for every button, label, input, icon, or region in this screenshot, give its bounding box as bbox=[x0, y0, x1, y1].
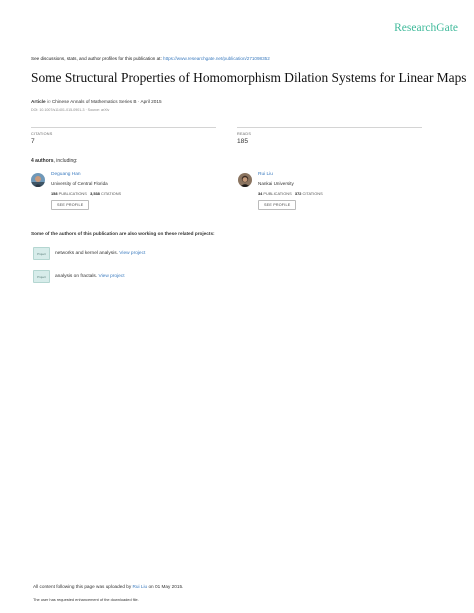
citations-label: CITATIONS bbox=[31, 132, 53, 136]
authors-including: , including: bbox=[53, 158, 78, 164]
author-publications-count: 34 bbox=[258, 191, 263, 196]
publication-title: Some Structural Properties of Homomorphism Dilation Systems for Linear Maps bbox=[31, 70, 467, 85]
publication-meta bbox=[31, 99, 162, 104]
authors-count: 4 authors bbox=[31, 158, 54, 164]
author-name[interactable]: Deguang Han bbox=[51, 172, 81, 177]
project-name: networks and kernel analysis. bbox=[55, 251, 118, 256]
author-publications-count: 158 bbox=[51, 191, 58, 196]
author-citations-count: 3,538 bbox=[90, 191, 100, 196]
see-profile-button[interactable]: SEE PROFILE bbox=[258, 200, 296, 210]
upload-prefix: All content following this page was uploaded by bbox=[33, 584, 133, 589]
projects-heading: Some of the authors of this publication are also working on these related projects: bbox=[31, 231, 215, 236]
project-icon bbox=[33, 270, 50, 283]
avatar[interactable] bbox=[238, 173, 252, 187]
author-name[interactable]: Rui Liu bbox=[258, 172, 273, 177]
author-citations-label: CITATIONS bbox=[302, 191, 323, 196]
discussion-prefix: See discussions, stats, and author profiles for this publication at: bbox=[31, 56, 164, 61]
project-icon-label: Project bbox=[37, 251, 46, 256]
avatar[interactable] bbox=[31, 173, 45, 187]
author-citations-count: 372 bbox=[294, 191, 302, 196]
reads-label: READS bbox=[237, 132, 252, 136]
view-project-link[interactable]: View project bbox=[119, 251, 146, 256]
uploader-link[interactable]: Rui Liu bbox=[132, 584, 148, 589]
author-institution: University of Central Florida bbox=[51, 181, 108, 186]
author-publications-label: PUBLICATIONS bbox=[58, 191, 87, 196]
enhancement-note: The user has requested enhancement of the downloaded file. bbox=[33, 597, 139, 602]
citations-divider bbox=[31, 127, 216, 128]
author-stats bbox=[258, 191, 323, 196]
project-item bbox=[55, 274, 125, 279]
project-icon bbox=[33, 247, 50, 260]
author-stats bbox=[51, 191, 121, 196]
authors-heading bbox=[31, 158, 77, 164]
citations-value: 7 bbox=[31, 138, 35, 145]
view-project-link[interactable]: View project bbox=[98, 274, 125, 279]
author-institution: Nankai University bbox=[258, 181, 294, 186]
upload-note bbox=[33, 584, 183, 589]
reads-divider bbox=[237, 127, 422, 128]
project-icon-label: Project bbox=[37, 274, 46, 279]
reads-value: 185 bbox=[237, 138, 249, 145]
author-citations-label: CITATIONS bbox=[100, 191, 122, 196]
author-publications-label: PUBLICATIONS bbox=[263, 191, 292, 196]
project-name: analysis on fractals. bbox=[55, 274, 98, 279]
journal-name: Chinese Annals of Mathematics Series B · April 2015 bbox=[51, 99, 162, 104]
project-item bbox=[55, 251, 145, 256]
in-word: in bbox=[46, 99, 51, 104]
publication-link[interactable]: https://www.researchgate.net/publication/271098352 bbox=[163, 56, 270, 61]
publication-type: Article bbox=[31, 99, 46, 104]
researchgate-logo[interactable]: ResearchGate bbox=[394, 22, 458, 34]
doi-source: DOI: 10.1007/s11401-015-0901-3 · Source: arXiv bbox=[31, 108, 110, 112]
discussion-line bbox=[31, 56, 270, 61]
upload-suffix: on 01 May 2015. bbox=[147, 584, 184, 589]
see-profile-button[interactable]: SEE PROFILE bbox=[51, 200, 89, 210]
